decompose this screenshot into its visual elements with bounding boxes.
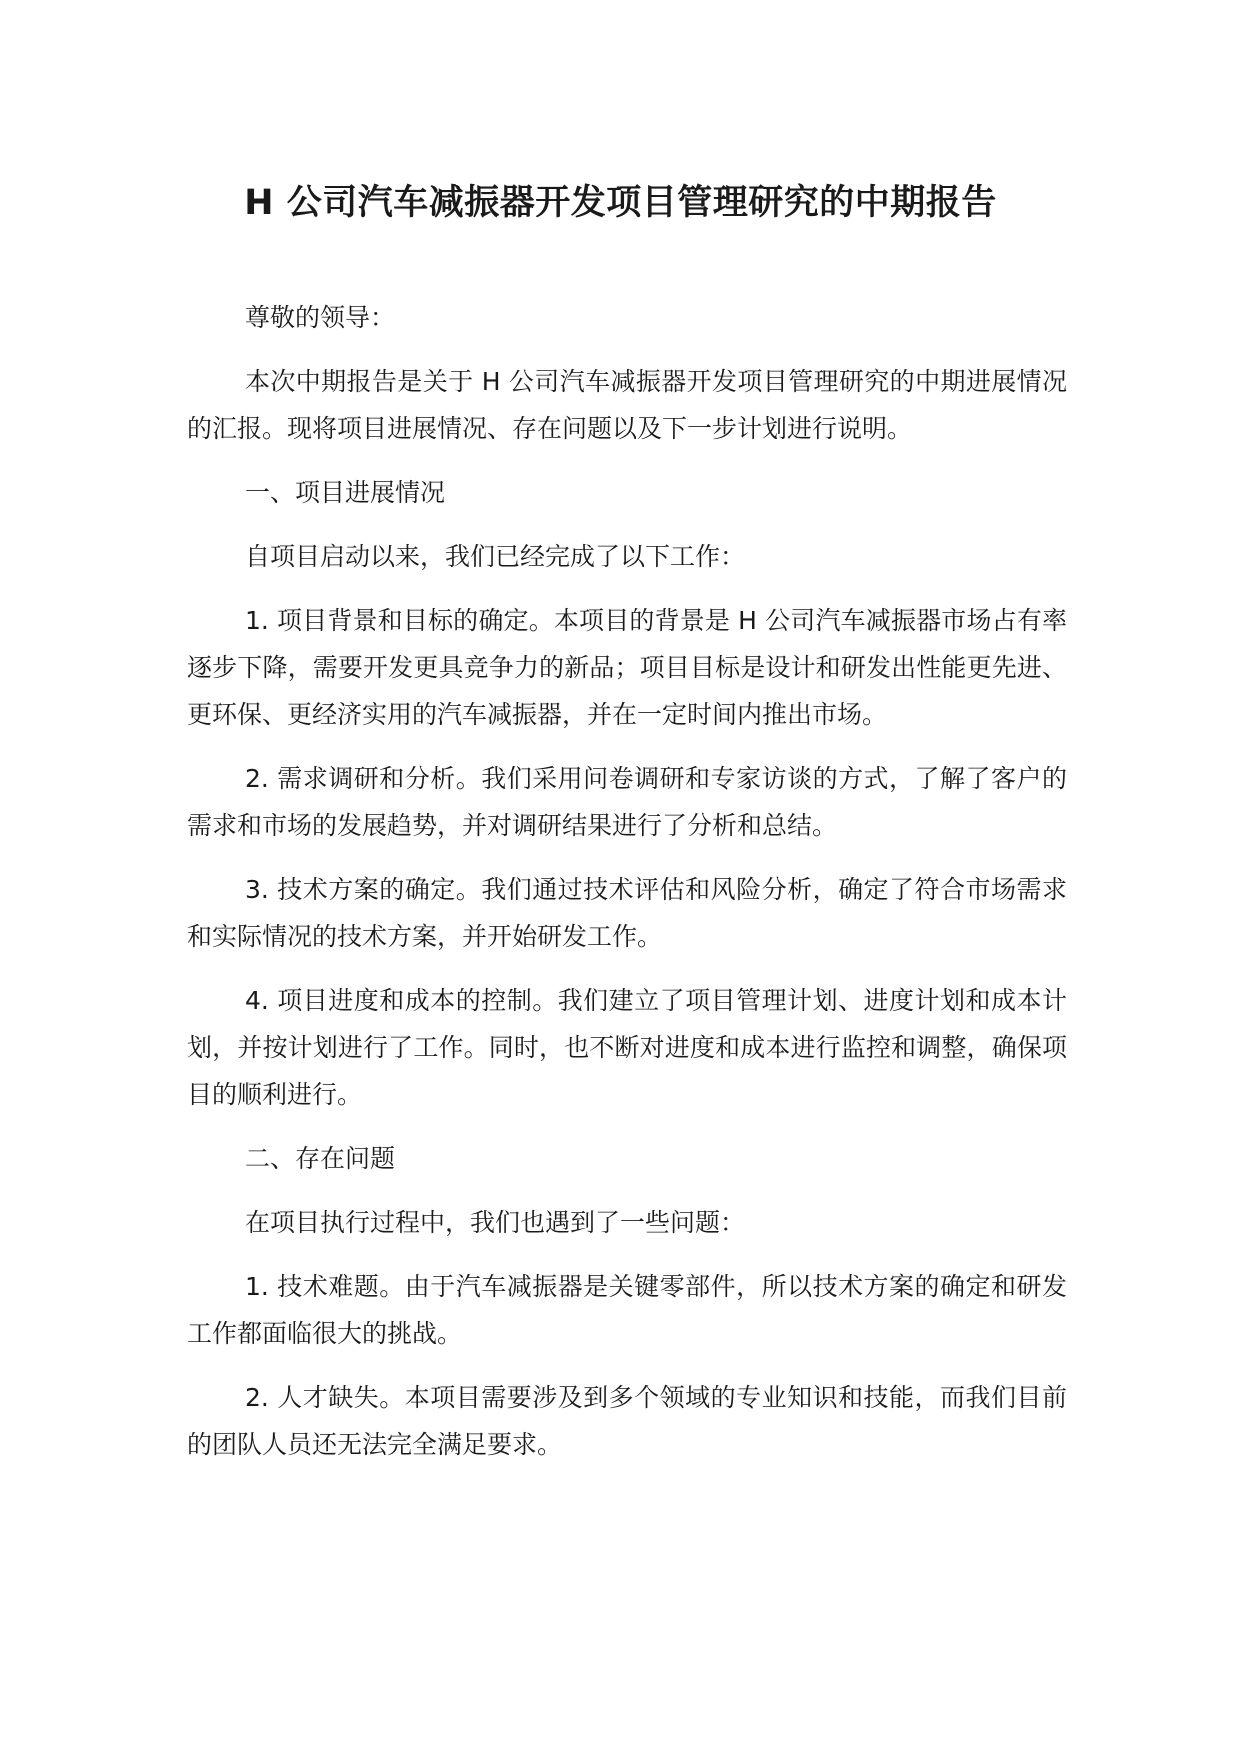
document-title: H 公司汽车减振器开发项目管理研究的中期报告 [244,183,997,223]
issues-intro: 在项目执行过程中，我们也遇到了一些问题： [245,1208,746,1237]
progress-intro: 自项目启动以来，我们已经完成了以下工作： [245,542,746,571]
progress-item-1: 1. 项目背景和目标的确定。本项目的背景是 H 公司汽车减振器市场占有率逐步下降，需要开发更具竞争力的新品；项目目标是设计和研发出性能更先进、更环保、更经济实用的汽车减振器，并在一定时间内推出市场。 [187,606,1067,729]
progress-item-4: 4. 项目进度和成本的控制。我们建立了项目管理计划、进度计划和成本计划，并按计划进行了工作。同时，也不断对进度和成本进行监控和调整，确保项目的顺利进行。 [187,986,1067,1109]
issue-item-1: 1. 技术难题。由于汽车减振器是关键零部件，所以技术方案的确定和研发工作都面临很大的挑战。 [187,1272,1067,1348]
salutation: 尊敬的领导： [245,303,396,332]
progress-item-3: 3. 技术方案的确定。我们通过技术评估和风险分析，确定了符合市场需求和实际情况的技术方案，并开始研发工作。 [187,875,1067,951]
issue-item-2: 2. 人才缺失。本项目需要涉及到多个领域的专业知识和技能，而我们目前的团队人员还无法完全满足要求。 [187,1383,1067,1459]
section-heading-progress: 一、项目进展情况 [245,478,446,507]
progress-item-2: 2. 需求调研和分析。我们采用问卷调研和专家访谈的方式，了解了客户的需求和市场的发展趋势，并对调研结果进行了分析和总结。 [187,764,1067,840]
document-body [187,294,1067,1485]
intro-paragraph: 本次中期报告是关于 H 公司汽车减振器开发项目管理研究的中期进展情况的汇报。现将项目进展情况、存在问题以及下一步计划进行说明。 [187,367,1067,443]
section-heading-issues: 二、存在问题 [245,1144,396,1173]
